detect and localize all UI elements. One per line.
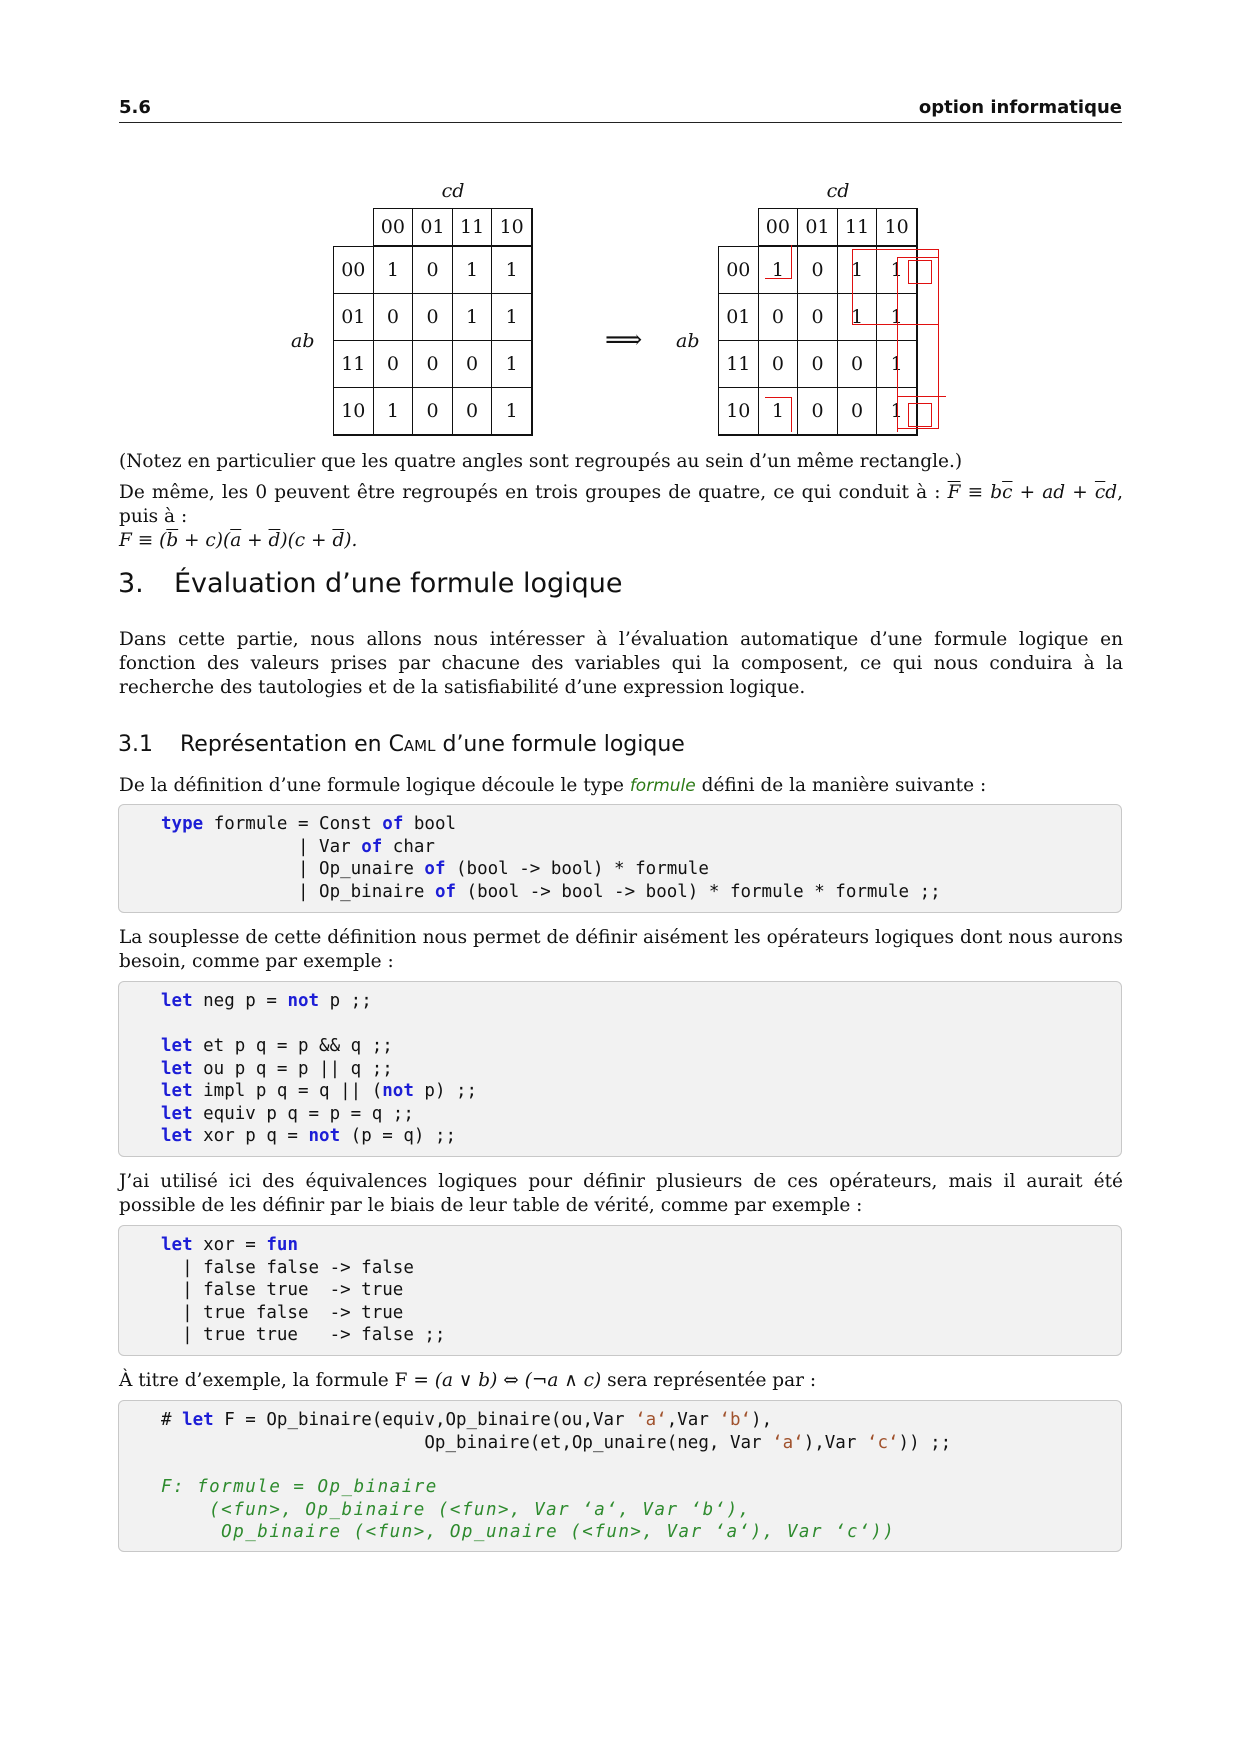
subsection-title-caml: Caml bbox=[388, 732, 436, 757]
section-title: Évaluation d’une formule logique bbox=[174, 568, 623, 599]
kmap-col-var: cd bbox=[826, 180, 850, 202]
section-heading bbox=[118, 568, 622, 599]
paragraph-text: De la définition d’une formule logique découle le type bbox=[119, 775, 630, 796]
kmap-cell: 0 bbox=[798, 341, 838, 388]
group-cell-top-right bbox=[908, 260, 932, 284]
kmap-row-var: ab bbox=[291, 330, 315, 352]
kmap-col-label: 00 bbox=[373, 209, 413, 247]
paragraph-corners-note: (Notez en particulier que les quatre angles sont regroupés au sein d’un même rectangle.) bbox=[119, 451, 963, 472]
subsection-title-after: d’une formule logique bbox=[435, 732, 685, 757]
header-rule bbox=[119, 122, 1122, 123]
type-name: formule bbox=[629, 776, 696, 796]
formula-F: $F \equiv (\overline{b} + c)(\overline{a} + \overline{d})(c + \overline{d})$. bbox=[119, 530, 358, 551]
code-output: F: formule = Op_binaire (<fun>, Op_binaire (<fun>, Var ‘a‘, Var ‘b‘), Op_binaire (<fun>, Op_unaire (<fun>, Var ‘a‘), Var ‘c‘)) bbox=[161, 1477, 896, 1542]
kmap-cell: 0 bbox=[798, 246, 838, 294]
kmap-col-label: 01 bbox=[413, 209, 453, 247]
code-block-example bbox=[118, 1400, 1122, 1552]
kmap-cell: 1 bbox=[758, 388, 798, 436]
kmap-col-label: 11 bbox=[452, 209, 492, 247]
kmap-corner bbox=[334, 209, 374, 247]
kmap-cell: 0 bbox=[758, 341, 798, 388]
kmap-cell: 0 bbox=[413, 341, 453, 388]
kmap-cell: 1 bbox=[452, 294, 492, 341]
kmap-cell: 1 bbox=[877, 341, 917, 388]
kmap-table bbox=[333, 208, 533, 436]
kmap-corner bbox=[719, 209, 759, 247]
paragraph-text: défini de la manière suivante : bbox=[695, 775, 987, 796]
kmap-cell: 1 bbox=[492, 388, 532, 436]
code-block-operators: let neg p = not p ;; let et p q = p && q ;; let ou p q = p || q ;; let impl p q = q || (not p) ;; let equiv p q = p = q ;; let xor p q = not (p = q) ;; bbox=[118, 981, 1122, 1157]
paragraph-intro: Dans cette partie, nous allons nous intéresser à l’évaluation automatique d’une formule logique en fonction des valeurs prises par chacune des variables qui la composent, ce qui nous conduira à la recherche des tautologies et de la satisfiabilité d’une expression logique. bbox=[119, 629, 1123, 698]
kmap-col-label: 01 bbox=[798, 209, 838, 247]
paragraph-flexibility: La souplesse de cette définition nous permet de définir aisément les opérateurs logiques dont nous aurons besoin, comme par exemple : bbox=[119, 927, 1123, 972]
kmap-cell: 0 bbox=[758, 294, 798, 341]
kmap-row-label: 11 bbox=[334, 341, 374, 388]
kmap-row-label: 01 bbox=[719, 294, 759, 341]
subsection-title-before: Représentation en bbox=[180, 732, 389, 757]
kmap-cell: 0 bbox=[373, 341, 413, 388]
kmap-row-label: 11 bbox=[719, 341, 759, 388]
kmap-row-label: 01 bbox=[334, 294, 374, 341]
kmap-cell: 0 bbox=[798, 388, 838, 436]
kmap-cell: 1 bbox=[492, 246, 532, 294]
kmap-row-var: ab bbox=[676, 330, 700, 352]
kmap-cell: 1 bbox=[452, 246, 492, 294]
code-block-xor: let xor = fun | false false -> false | false true -> true | true false -> true | true true -> false ;; bbox=[118, 1225, 1122, 1356]
paragraph-zero-groups bbox=[119, 481, 1123, 553]
paragraph-text: sera représentée par : bbox=[601, 1370, 817, 1391]
group-cell-bottom-right bbox=[908, 403, 932, 427]
kmap-col-label: 00 bbox=[758, 209, 798, 247]
kmap-row-label: 00 bbox=[334, 246, 374, 294]
kmap-cell: 1 bbox=[877, 388, 917, 436]
kmap-cell: 0 bbox=[413, 294, 453, 341]
kmap-cell: 0 bbox=[413, 388, 453, 436]
kmap-row-label: 10 bbox=[719, 388, 759, 436]
implies-arrow: ⟹ bbox=[605, 325, 643, 355]
paragraph-example bbox=[119, 1369, 1123, 1393]
kmap-cell: 0 bbox=[373, 294, 413, 341]
kmap-cell: 0 bbox=[452, 341, 492, 388]
kmap-col-label: 11 bbox=[837, 209, 877, 247]
kmap-cell: 1 bbox=[492, 341, 532, 388]
kmap-cell: 1 bbox=[877, 246, 917, 294]
code-input: # let F = Op_binaire(equiv,Op_binaire(ou,Var ‘a‘,Var ‘b‘), Op_binaire(et,Op_unaire(neg, Var ‘a‘),Var ‘c‘)) ;; bbox=[161, 1410, 952, 1453]
group-corner-top-left bbox=[765, 245, 792, 279]
kmap-cell: 0 bbox=[413, 246, 453, 294]
kmap-cell: 0 bbox=[837, 388, 877, 436]
kmap-col-label: 10 bbox=[877, 209, 917, 247]
kmap-cell: 1 bbox=[758, 246, 798, 294]
kmap-cell: 1 bbox=[877, 294, 917, 341]
kmap-cell: 1 bbox=[492, 294, 532, 341]
kmap-cell: 1 bbox=[837, 294, 877, 341]
header-subject: option informatique bbox=[918, 97, 1122, 118]
paragraph-type-intro bbox=[119, 774, 1123, 798]
group-corner-bottom-left bbox=[765, 397, 792, 432]
kmap-cell: 1 bbox=[373, 388, 413, 436]
paragraph-text: À titre d’exemple, la formule bbox=[119, 1370, 395, 1391]
kmap-col-var: cd bbox=[441, 180, 465, 202]
code-block-type-def: type formule = Const of bool | Var of char | Op_unaire of (bool -> bool) * formule | Op_binaire of (bool -> bool -> bool) * formule * formule ;; bbox=[118, 804, 1122, 913]
kmap-cell: 0 bbox=[452, 388, 492, 436]
formula-negF: $\overline{F} \equiv b\overline{c}$ + ad + $\overline{c}d$ bbox=[947, 482, 1118, 503]
kmap-cell: 1 bbox=[373, 246, 413, 294]
code-spacer bbox=[161, 1454, 1121, 1476]
karnaugh-map-right bbox=[678, 170, 918, 440]
kmap-row-label: 10 bbox=[334, 388, 374, 436]
kmap-cell: 0 bbox=[798, 294, 838, 341]
subsection-heading bbox=[118, 732, 685, 757]
section-number: 3. bbox=[118, 568, 144, 599]
karnaugh-map-left bbox=[293, 170, 533, 440]
paragraph-truth-table: J’ai utilisé ici des équivalences logiques pour définir plusieurs de ces opérateurs, mais il aurait été possible de les définir par le biais de leur table de vérité, comme par exemple : bbox=[119, 1171, 1123, 1216]
kmap-row-label: 00 bbox=[719, 246, 759, 294]
paragraph-text: , puis à : bbox=[119, 482, 1124, 527]
kmap-cell: 0 bbox=[837, 341, 877, 388]
formula-example: F = (a ∨ b) ⇔ (¬a ∧ c) bbox=[394, 1370, 602, 1391]
paragraph-text: De même, les 0 peuvent être regroupés en trois groupes de quatre, ce qui conduit à : bbox=[119, 482, 948, 503]
kmap-col-label: 10 bbox=[492, 209, 532, 247]
subsection-number: 3.1 bbox=[118, 732, 153, 757]
header-section-number: 5.6 bbox=[119, 97, 151, 118]
kmap-cell: 1 bbox=[837, 246, 877, 294]
